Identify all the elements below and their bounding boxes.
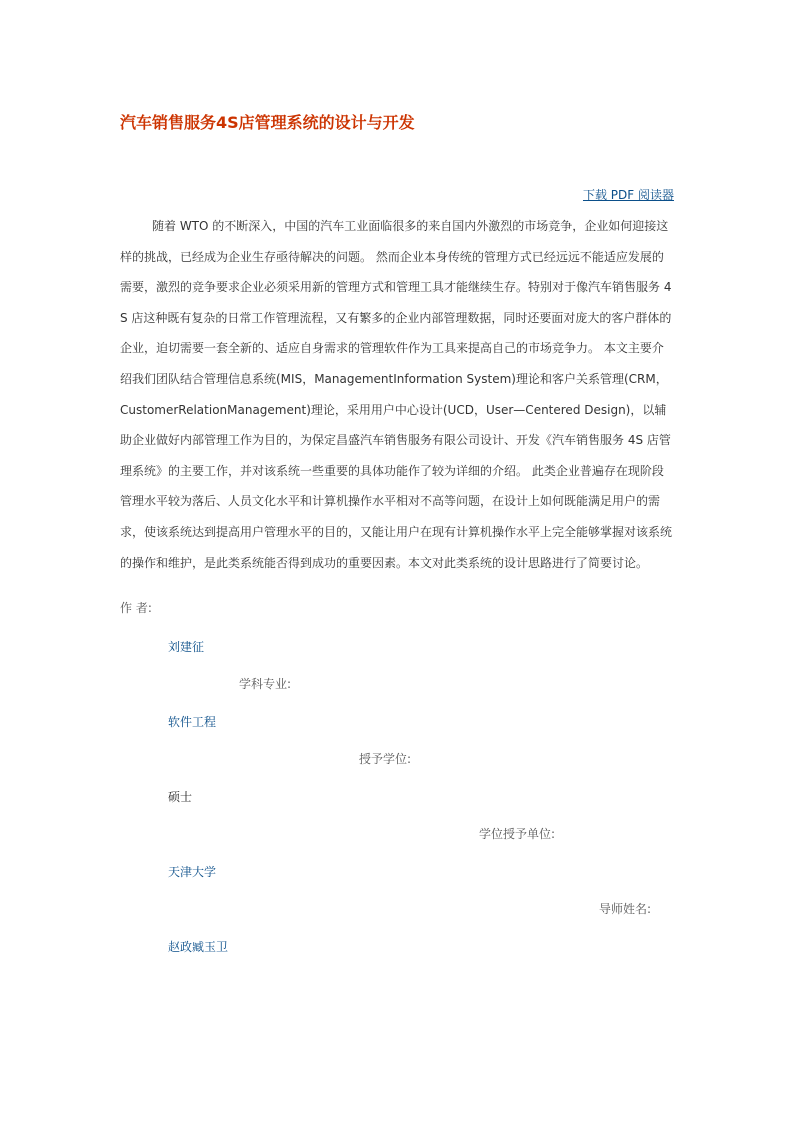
degree-label: 授予学位:	[359, 752, 412, 766]
advisor-label: 导师姓名:	[599, 902, 652, 916]
major-label: 学科专业:	[239, 677, 292, 691]
document-title: 汽车销售服务4S店管理系统的设计与开发	[120, 113, 415, 132]
abstract-paragraph: 随着 WTO 的不断深入，中国的汽车工业面临很多的来自国内外激烈的市场竞争，企业如何迎接这样的挑战，已经成为企业生存亟待解决的问题。 然而企业本身传统的管理方式已经远远不能适应发展的需要，激烈的竞争要求企业必须采用新的管理方式和管理工具才能继续生存。特别对于像汽车销售服务 4S 店这种既有复杂的日常工作管理流程，又有繁多的企业内部管理数据，同时还要面对庞大的客户群体的企业，迫切需要一套全新的、适应自身需求的管理软件作为工具来提高自己的市场竞争力。 本文主要介绍我们团队结合管理信息系统(MIS，ManagementInformation System)理论和客户关系管理(CRM，CustomerRelationManagement)理论，采用用户中心设计(UCD，User—Centered Design)，以辅助企业做好内部管理工作为目的，为保定昌盛汽车销售服务有限公司设计、开发《汽车销售服务 4S 店管理系统》的主要工作，并对该系统一些重要的具体功能作了较为详细的介绍。 此类企业普遍存在现阶段管理水平较为落后、人员文化水平和计算机操作水平相对不高等问题，在设计上如何既能满足用户的需求，使该系统达到提高用户管理水平的目的，又能让用户在现有计算机操作水平上完全能够掌握对该系统的操作和维护，是此类系统能否得到成功的重要因素。本文对此类系统的设计思路进行了简要讨论。	[120, 219, 673, 570]
author-link[interactable]: 刘建征	[168, 640, 205, 654]
degree-value: 硕士	[168, 790, 193, 804]
institution-link[interactable]: 天津大学	[168, 865, 217, 879]
major-link[interactable]: 软件工程	[168, 715, 217, 729]
author-label: 作 者:	[120, 601, 152, 615]
institution-label: 学位授予单位:	[479, 827, 556, 841]
download-pdf-reader-link[interactable]: 下载 PDF 阅读器	[582, 188, 674, 202]
advisor-link[interactable]: 赵政臧玉卫	[168, 940, 229, 954]
